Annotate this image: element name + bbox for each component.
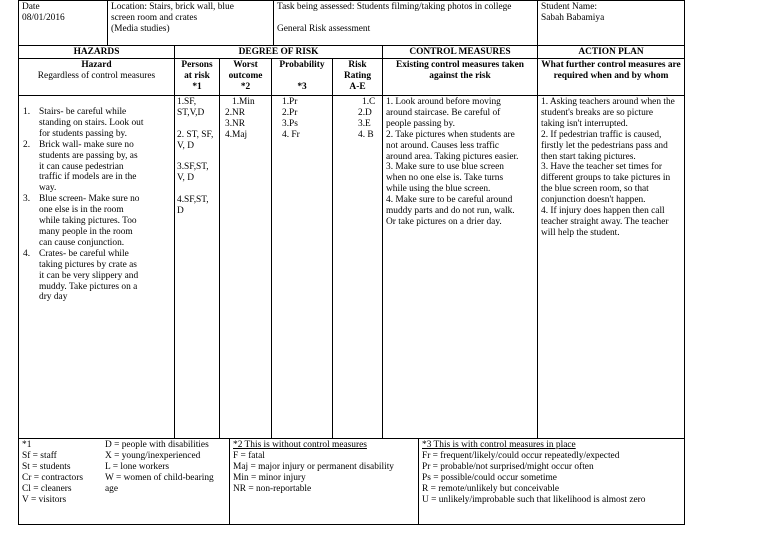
date-label: Date bbox=[22, 2, 40, 12]
legend-persons-entry: L = lone workers bbox=[105, 461, 170, 472]
legend-persons-entry: W = women of child-bearing bbox=[105, 472, 214, 483]
hazard-line: way. bbox=[39, 183, 57, 194]
risk-assessment-form bbox=[18, 0, 685, 525]
hazard-line: muddy. Take pictures on a bbox=[39, 281, 138, 292]
legend-outcome-entry: Maj = major injury or permanent disability bbox=[233, 461, 394, 472]
further-control-line: firstly let the pedestrians pass and bbox=[541, 140, 668, 151]
worst-header-line: *2 bbox=[240, 81, 251, 92]
legend-persons-entry: St = students bbox=[22, 461, 71, 472]
hazard-line: Brick wall- make sure no bbox=[39, 139, 134, 150]
probability-line: 2.Pr bbox=[282, 107, 298, 118]
persons-line: 3.SF,ST, bbox=[177, 162, 209, 173]
legend-probability-entry: Fr = frequent/likely/could occur repeatedly/expected bbox=[422, 450, 620, 461]
further-header-line: required when and by whom bbox=[553, 70, 669, 81]
further-control-line: the blue screen room, so that bbox=[541, 184, 649, 195]
worst-line: 2.NR bbox=[225, 107, 246, 118]
hazard-number: 1. bbox=[23, 107, 31, 117]
persons-line bbox=[177, 152, 217, 163]
hazard-line: while taking pictures. Too bbox=[39, 216, 137, 227]
hazard-header-line: Hazard bbox=[81, 60, 112, 70]
rating-line: 4. B bbox=[358, 129, 374, 140]
existing-header-line: against the risk bbox=[429, 70, 491, 81]
hazard-line: it can be very slippery and bbox=[39, 270, 139, 281]
persons-header-line: at risk bbox=[184, 70, 210, 81]
probability-header-line bbox=[272, 71, 332, 82]
legend-outcome bbox=[229, 438, 418, 524]
legend-persons-entry: Cl = cleaners bbox=[22, 483, 72, 494]
rating-header-line: Rating bbox=[343, 70, 372, 81]
location-line: screen room and crates bbox=[111, 12, 198, 23]
further-control-line: 4. If injury does happen then call bbox=[541, 206, 665, 217]
existing-control-line: people passing by. bbox=[386, 118, 455, 129]
worst-header-line: outcome bbox=[228, 70, 263, 81]
hazard-line: traffic if models are in the bbox=[39, 172, 137, 183]
hazard-item bbox=[19, 194, 174, 249]
persons-line bbox=[177, 184, 217, 195]
legend-outcome-title: *2 This is without control measures bbox=[233, 440, 367, 450]
worst-header-line: Worst bbox=[233, 60, 258, 70]
hazard-col-header bbox=[19, 58, 174, 95]
hazard-line: many people in the room bbox=[39, 226, 133, 237]
further-control-line: 3. Have the teacher set times for bbox=[541, 162, 663, 173]
control-title: CONTROL MEASURES bbox=[382, 45, 537, 58]
further-control-line: 1. Asking teachers around when the bbox=[541, 97, 675, 107]
probability-header-line: Probability bbox=[279, 60, 325, 70]
legend-persons-entry: V = visitors bbox=[22, 494, 67, 505]
rating-header-line: Risk bbox=[348, 60, 367, 70]
legend-probability bbox=[418, 438, 684, 524]
hazard-line: taking pictures by crate as bbox=[39, 259, 137, 270]
rating-body bbox=[332, 95, 382, 438]
further-control-line: 2. If pedestrian traffic is caused, bbox=[541, 129, 662, 140]
location-cell bbox=[107, 1, 273, 45]
legend-persons-left bbox=[22, 451, 83, 506]
hazards-title: HAZARDS bbox=[19, 45, 174, 58]
hazard-item bbox=[19, 249, 174, 304]
probability-line: 1.Pr bbox=[282, 97, 298, 107]
hazard-line: Stairs- be careful while bbox=[39, 107, 127, 117]
persons-header-line: Persons bbox=[181, 60, 213, 70]
rating-line: 1.C bbox=[362, 97, 376, 107]
hazard-item bbox=[19, 107, 174, 140]
worst-body bbox=[219, 95, 271, 438]
worst-col-header bbox=[219, 58, 271, 95]
further-control-line: teacher straight away. The teacher bbox=[541, 216, 669, 227]
probability-body bbox=[271, 95, 332, 438]
hazard-line: students are passing by, as bbox=[39, 150, 138, 161]
hazard-header-line: Regardless of control measures bbox=[37, 70, 156, 81]
task-cell bbox=[273, 1, 537, 45]
existing-control-line: muddy parts and do not run, walk. bbox=[386, 206, 515, 217]
existing-control-line: 2. Take pictures when students are bbox=[386, 129, 515, 140]
persons-body bbox=[174, 95, 219, 438]
task-spacer bbox=[277, 13, 534, 24]
legend-probability-entry: Pr = probable/not surprised/might occur often bbox=[422, 461, 594, 472]
existing-control-line: 1. Look around before moving bbox=[386, 97, 501, 107]
existing-control-line: around area. Taking pictures easier. bbox=[386, 151, 519, 162]
legend-outcome-entry: Min = minor injury bbox=[233, 472, 306, 483]
existing-control-line: around staircase. Be careful of bbox=[386, 107, 501, 118]
student-cell bbox=[537, 1, 684, 45]
existing-control-line: when no one else is. Take turns bbox=[386, 173, 504, 184]
task-line: Task being assessed: Students filming/taking photos in college bbox=[277, 2, 512, 12]
hazard-line: for students passing by. bbox=[39, 128, 127, 139]
hazards-body bbox=[19, 95, 174, 438]
further-header-line: What further control measures are bbox=[541, 60, 681, 70]
further-control-line: taking isn't interrupted. bbox=[541, 118, 628, 129]
persons-line: ST,V,D bbox=[177, 107, 205, 118]
hazard-number: 3. bbox=[23, 194, 31, 205]
hazard-number: 2. bbox=[23, 139, 31, 150]
probability-col-header bbox=[271, 58, 332, 95]
existing-control-line: 3. Make sure to use blue screen bbox=[386, 162, 504, 173]
further-col-header bbox=[537, 58, 684, 95]
hazard-line: dry day bbox=[39, 292, 68, 303]
further-control-line: then start taking pictures. bbox=[541, 151, 636, 162]
persons-line: 4.SF,ST, bbox=[177, 195, 209, 206]
rating-line: 2.D bbox=[358, 107, 372, 118]
existing-controls-body bbox=[382, 95, 537, 438]
location-line: (Media studies) bbox=[111, 23, 170, 34]
persons-line: 1.SF, bbox=[177, 97, 197, 107]
student-label: Student Name: bbox=[541, 2, 597, 12]
existing-header-line: Existing control measures taken bbox=[395, 60, 525, 70]
legend-persons-title: *1 bbox=[22, 440, 32, 450]
probability-line: 3.Ps bbox=[282, 118, 298, 129]
probability-line: 4. Fr bbox=[282, 129, 300, 140]
location-line: Location: Stairs, brick wall, blue bbox=[111, 2, 234, 12]
hazard-line: Crates- be careful while bbox=[39, 248, 129, 259]
hazard-line: can cause conjunction. bbox=[39, 237, 125, 248]
student-name: Sabah Babamiya bbox=[541, 12, 605, 23]
hazard-line: Blue screen- Make sure no bbox=[39, 194, 140, 205]
task-type: General Risk assessment bbox=[277, 23, 371, 34]
hazard-number: 4. bbox=[23, 248, 31, 259]
hazards-list bbox=[19, 107, 174, 303]
existing-control-line: while using the blue screen. bbox=[386, 184, 491, 195]
further-control-line: different groups to take pictures in bbox=[541, 173, 671, 184]
date-value: 08/01/2016 bbox=[22, 12, 65, 23]
existing-control-line: 4. Make sure to be careful around bbox=[386, 195, 513, 206]
legend-persons bbox=[19, 438, 229, 524]
hazard-line: standing on stairs. Look out bbox=[39, 117, 144, 128]
further-control-line: will help the student. bbox=[541, 227, 620, 238]
existing-control-line: Or take pictures on a drier day. bbox=[386, 216, 502, 227]
legend-persons-entry: X = young/inexperienced bbox=[105, 450, 201, 461]
legend-probability-title: *3 This is with control measures in place bbox=[422, 440, 576, 450]
legend-probability-entry: Ps = possible/could occur sometime bbox=[422, 472, 557, 483]
probability-header-line: *3 bbox=[297, 81, 307, 92]
persons-line: 2. ST, SF, bbox=[177, 129, 214, 140]
persons-line: V, D bbox=[177, 173, 195, 184]
existing-control-line: not around. Causes less traffic bbox=[386, 140, 500, 151]
degree-title: DEGREE OF RISK bbox=[174, 45, 382, 58]
further-control-line: conjunction doesn't happen. bbox=[541, 195, 646, 206]
persons-line: V, D bbox=[177, 140, 195, 151]
worst-line: 4.Maj bbox=[225, 129, 248, 140]
legend-persons-right bbox=[105, 440, 214, 495]
worst-line: 3.NR bbox=[225, 118, 246, 129]
legend-persons-entry: D = people with disabilities bbox=[105, 440, 209, 450]
legend-outcome-entry: NR = non-reportable bbox=[233, 483, 312, 494]
legend-probability-entry: U = unlikely/improbable such that likelihood is almost zero bbox=[422, 494, 646, 505]
persons-header-line: *1 bbox=[192, 81, 202, 92]
rating-header-line: A-E bbox=[349, 81, 366, 92]
persons-col-header bbox=[174, 58, 219, 95]
legend-persons-entry: age bbox=[105, 483, 119, 494]
hazard-line: one else is in the room bbox=[39, 205, 124, 216]
hazard-item bbox=[19, 140, 174, 195]
persons-line: D bbox=[177, 206, 184, 217]
legend-probability-entry: R = remote/unlikely but conceivable bbox=[422, 483, 560, 494]
date-cell bbox=[19, 1, 107, 45]
persons-line bbox=[177, 119, 217, 130]
rating-line: 3.E bbox=[358, 118, 371, 129]
existing-col-header bbox=[382, 58, 537, 95]
further-control-line: student's breaks are so picture bbox=[541, 107, 654, 118]
rating-col-header bbox=[332, 58, 382, 95]
action-title: ACTION PLAN bbox=[537, 45, 684, 58]
worst-line: 1.Min bbox=[232, 97, 255, 107]
hazard-line: it can cause pedestrian bbox=[39, 161, 124, 172]
legend-persons-entry: Sf = staff bbox=[22, 451, 57, 461]
legend-persons-entry: Cr = contractors bbox=[22, 472, 83, 483]
legend-outcome-entry: F = fatal bbox=[233, 450, 265, 461]
further-controls-body bbox=[537, 95, 684, 438]
